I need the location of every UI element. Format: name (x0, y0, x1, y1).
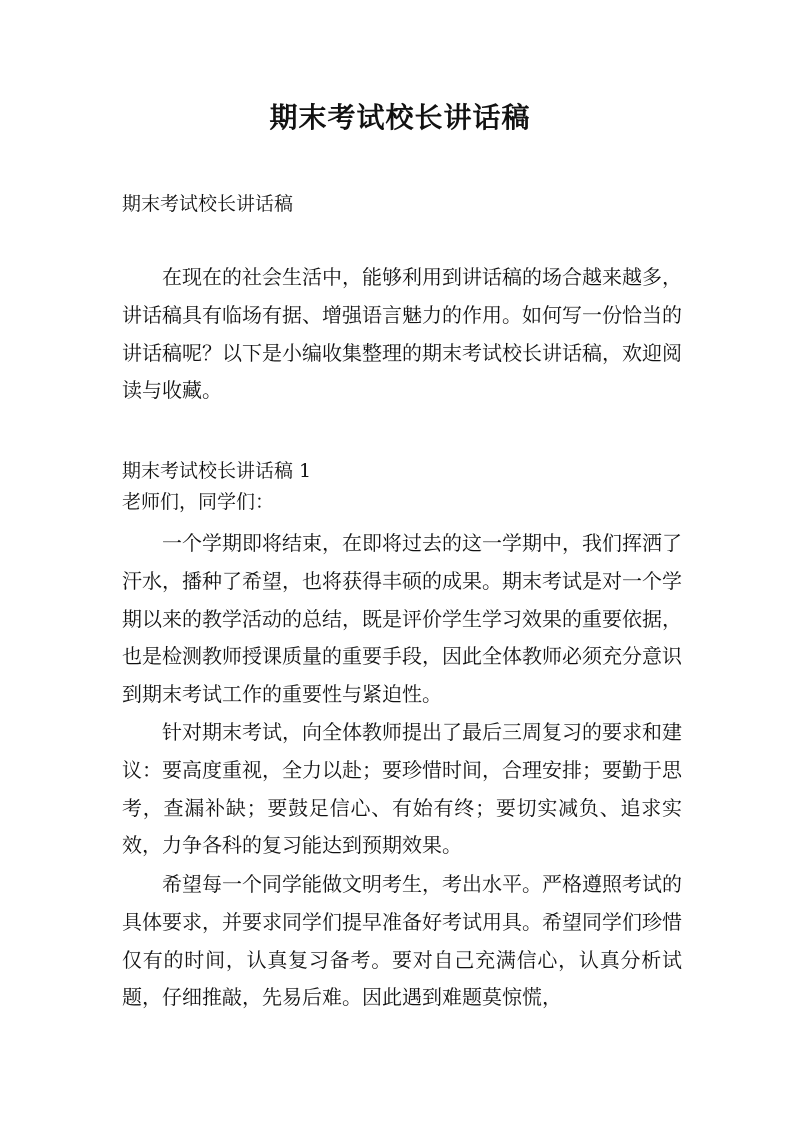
section-heading: 期末考试校长讲话稿 1 (122, 460, 312, 482)
greeting-line: 老师们，同学们： (122, 491, 275, 513)
intro-paragraph: 在现在的社会生活中，能够利用到讲话稿的场合越来越多，讲话稿具有临场有据、增强语言魅力的作用。如何写一份恰当的讲话稿呢？以下是小编收集整理的期末考试校长讲话稿，欢迎阅读与收藏。 (122, 265, 682, 403)
body-paragraph: 希望每一个同学能做文明考生，考出水平。严格遵照考试的具体要求，并要求同学们提早准备好考试用具。希望同学们珍惜仅有的时间，认真复习备考。要对自己充满信心，认真分析试题，仔细推敲，先易后难。因此遇到难题莫惊慌， (122, 872, 682, 1010)
body-paragraph: 针对期末考试，向全体教师提出了最后三周复习的要求和建议：要高度重视，全力以赴；要珍惜时间，合理安排；要勤于思考，查漏补缺；要鼓足信心、有始有终；要切实减负、追求实效，力争各科的复习能达到预期效果。 (122, 720, 682, 858)
document-title: 期末考试校长讲话稿 (269, 101, 531, 134)
body-paragraph: 一个学期即将结束，在即将过去的这一学期中，我们挥洒了汗水，播种了希望，也将获得丰硕的成果。期末考试是对一个学期以来的教学活动的总结，既是评价学生学习效果的重要依据，也是检测教师授课质量的重要手段，因此全体教师必须充分意识到期末考试工作的重要性与紧迫性。 (122, 531, 682, 707)
document-subtitle: 期末考试校长讲话稿 (122, 193, 294, 215)
